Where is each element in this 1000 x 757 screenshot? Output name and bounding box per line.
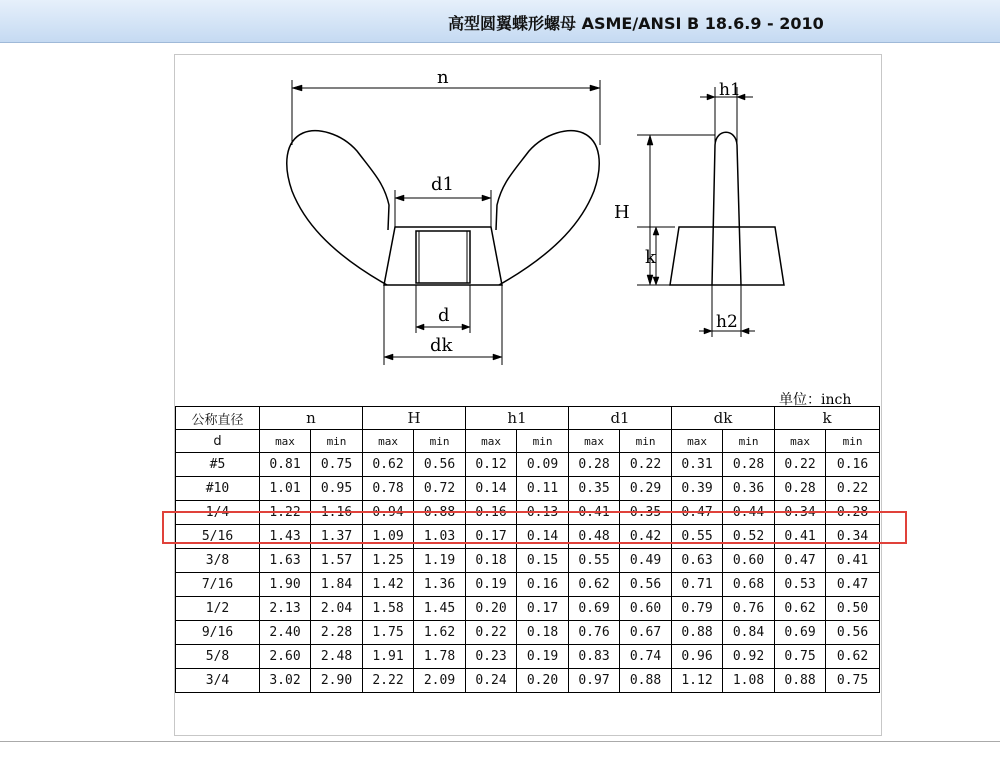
value-cell: 0.84 xyxy=(723,621,775,645)
value-cell: 0.14 xyxy=(466,477,517,501)
value-cell: 0.44 xyxy=(723,501,775,525)
dim-label-h1: h1 xyxy=(719,80,741,100)
value-cell: 2.22 xyxy=(363,669,414,693)
value-cell: 2.09 xyxy=(414,669,466,693)
value-cell: 0.35 xyxy=(620,501,672,525)
value-cell: 1.16 xyxy=(311,501,363,525)
table-row xyxy=(176,597,880,621)
value-cell: 0.19 xyxy=(466,573,517,597)
table-subheader-row xyxy=(176,430,880,453)
value-cell: 0.34 xyxy=(775,501,826,525)
value-cell: 0.22 xyxy=(775,453,826,477)
value-cell: 1.57 xyxy=(311,549,363,573)
value-cell: 0.42 xyxy=(620,525,672,549)
value-cell: 0.88 xyxy=(775,669,826,693)
value-cell: 1.58 xyxy=(363,597,414,621)
unit-label: 单位：inch xyxy=(779,392,852,408)
group-header-n: n xyxy=(260,407,363,430)
group-header-dk: dk xyxy=(672,407,775,430)
value-cell: 0.53 xyxy=(775,573,826,597)
row-highlight-box xyxy=(162,511,907,544)
value-cell: 3.02 xyxy=(260,669,311,693)
subheader-cell: max xyxy=(363,430,414,453)
value-cell: 0.19 xyxy=(517,645,569,669)
value-cell: 0.22 xyxy=(826,477,880,501)
value-cell: 1.08 xyxy=(723,669,775,693)
value-cell: 0.39 xyxy=(672,477,723,501)
value-cell: 0.16 xyxy=(466,501,517,525)
value-cell: 1.36 xyxy=(414,573,466,597)
value-cell: 1.78 xyxy=(414,645,466,669)
table-row xyxy=(176,453,880,477)
table-row xyxy=(176,549,880,573)
value-cell: 0.16 xyxy=(826,453,880,477)
size-cell: 7/16 xyxy=(176,573,260,597)
value-cell: 0.18 xyxy=(517,621,569,645)
value-cell: 0.63 xyxy=(672,549,723,573)
table-row xyxy=(176,669,880,693)
size-cell: 1/2 xyxy=(176,597,260,621)
value-cell: 0.60 xyxy=(723,549,775,573)
footer-divider xyxy=(0,741,1000,742)
value-cell: 0.56 xyxy=(620,573,672,597)
table-header-row xyxy=(176,407,880,430)
value-cell: 0.28 xyxy=(775,477,826,501)
dimension-table xyxy=(175,406,880,693)
value-cell: 2.40 xyxy=(260,621,311,645)
value-cell: 0.41 xyxy=(826,549,880,573)
value-cell: 2.48 xyxy=(311,645,363,669)
dim-label-d: d xyxy=(438,305,450,326)
value-cell: 2.04 xyxy=(311,597,363,621)
value-cell: 0.95 xyxy=(311,477,363,501)
value-cell: 1.63 xyxy=(260,549,311,573)
value-cell: 0.52 xyxy=(723,525,775,549)
value-cell: 0.29 xyxy=(620,477,672,501)
group-header-k: k xyxy=(775,407,880,430)
spec-sheet xyxy=(174,54,882,736)
value-cell: 0.62 xyxy=(775,597,826,621)
value-cell: 2.28 xyxy=(311,621,363,645)
value-cell: 1.62 xyxy=(414,621,466,645)
value-cell: 0.88 xyxy=(620,669,672,693)
value-cell: 0.49 xyxy=(620,549,672,573)
value-cell: 0.31 xyxy=(672,453,723,477)
value-cell: 1.75 xyxy=(363,621,414,645)
value-cell: 0.24 xyxy=(466,669,517,693)
value-cell: 1.19 xyxy=(414,549,466,573)
value-cell: 0.18 xyxy=(466,549,517,573)
value-cell: 1.42 xyxy=(363,573,414,597)
dim-label-dk: dk xyxy=(430,335,453,356)
subheader-cell: max xyxy=(672,430,723,453)
corner-header-top: 公称直径 xyxy=(176,407,260,430)
value-cell: 0.78 xyxy=(363,477,414,501)
value-cell: 0.22 xyxy=(466,621,517,645)
value-cell: 0.97 xyxy=(569,669,620,693)
subheader-cell: min xyxy=(311,430,363,453)
value-cell: 0.62 xyxy=(826,645,880,669)
table-row xyxy=(176,621,880,645)
size-cell: 3/8 xyxy=(176,549,260,573)
dim-label-H: H xyxy=(614,202,630,223)
value-cell: 0.55 xyxy=(569,549,620,573)
value-cell: 0.67 xyxy=(620,621,672,645)
size-cell: 9/16 xyxy=(176,621,260,645)
value-cell: 0.12 xyxy=(466,453,517,477)
value-cell: 0.88 xyxy=(414,501,466,525)
size-cell: 5/16 xyxy=(176,525,260,549)
dim-label-k: k xyxy=(645,247,656,268)
subheader-cell: min xyxy=(414,430,466,453)
value-cell: 0.71 xyxy=(672,573,723,597)
value-cell: 0.14 xyxy=(517,525,569,549)
value-cell: 0.47 xyxy=(775,549,826,573)
value-cell: 0.72 xyxy=(414,477,466,501)
value-cell: 0.55 xyxy=(672,525,723,549)
value-cell: 0.79 xyxy=(672,597,723,621)
value-cell: 1.12 xyxy=(672,669,723,693)
size-cell: 5/8 xyxy=(176,645,260,669)
subheader-cell: max xyxy=(569,430,620,453)
value-cell: 0.96 xyxy=(672,645,723,669)
value-cell: 0.13 xyxy=(517,501,569,525)
table-row xyxy=(176,573,880,597)
subheader-cell: min xyxy=(826,430,880,453)
value-cell: 2.60 xyxy=(260,645,311,669)
title-bar xyxy=(0,0,1000,43)
subheader-cell: min xyxy=(723,430,775,453)
value-cell: 0.47 xyxy=(672,501,723,525)
value-cell: 0.35 xyxy=(569,477,620,501)
value-cell: 0.17 xyxy=(466,525,517,549)
value-cell: 0.62 xyxy=(363,453,414,477)
value-cell: 0.56 xyxy=(414,453,466,477)
subheader-cell: min xyxy=(620,430,672,453)
value-cell: 0.94 xyxy=(363,501,414,525)
value-cell: 0.76 xyxy=(569,621,620,645)
value-cell: 0.22 xyxy=(620,453,672,477)
value-cell: 0.75 xyxy=(826,669,880,693)
value-cell: 0.20 xyxy=(466,597,517,621)
size-cell: 3/4 xyxy=(176,669,260,693)
value-cell: 1.09 xyxy=(363,525,414,549)
value-cell: 0.28 xyxy=(723,453,775,477)
value-cell: 1.91 xyxy=(363,645,414,669)
value-cell: 0.68 xyxy=(723,573,775,597)
value-cell: 1.45 xyxy=(414,597,466,621)
value-cell: 0.69 xyxy=(569,597,620,621)
size-cell: #10 xyxy=(176,477,260,501)
value-cell: 1.90 xyxy=(260,573,311,597)
group-header-h1: h1 xyxy=(466,407,569,430)
value-cell: 0.34 xyxy=(826,525,880,549)
value-cell: 0.83 xyxy=(569,645,620,669)
value-cell: 0.75 xyxy=(775,645,826,669)
dim-label-h2: h2 xyxy=(716,312,738,332)
corner-header-bottom: d xyxy=(176,430,260,453)
value-cell: 0.28 xyxy=(826,501,880,525)
table-row xyxy=(176,477,880,501)
value-cell: 0.48 xyxy=(569,525,620,549)
value-cell: 0.23 xyxy=(466,645,517,669)
value-cell: 0.75 xyxy=(311,453,363,477)
value-cell: 0.76 xyxy=(723,597,775,621)
subheader-cell: max xyxy=(466,430,517,453)
value-cell: 0.60 xyxy=(620,597,672,621)
value-cell: 0.15 xyxy=(517,549,569,573)
value-cell: 0.62 xyxy=(569,573,620,597)
value-cell: 0.20 xyxy=(517,669,569,693)
value-cell: 1.01 xyxy=(260,477,311,501)
wing-nut-drawing xyxy=(175,55,881,410)
value-cell: 0.16 xyxy=(517,573,569,597)
dim-label-n: n xyxy=(437,67,449,88)
value-cell: 0.69 xyxy=(775,621,826,645)
value-cell: 0.09 xyxy=(517,453,569,477)
value-cell: 0.92 xyxy=(723,645,775,669)
size-cell: #5 xyxy=(176,453,260,477)
size-cell: 1/4 xyxy=(176,501,260,525)
value-cell: 0.28 xyxy=(569,453,620,477)
value-cell: 2.90 xyxy=(311,669,363,693)
value-cell: 2.13 xyxy=(260,597,311,621)
value-cell: 0.56 xyxy=(826,621,880,645)
value-cell: 0.81 xyxy=(260,453,311,477)
value-cell: 0.41 xyxy=(775,525,826,549)
value-cell: 0.74 xyxy=(620,645,672,669)
value-cell: 1.43 xyxy=(260,525,311,549)
dim-label-d1: d1 xyxy=(431,174,454,195)
value-cell: 0.47 xyxy=(826,573,880,597)
value-cell: 1.25 xyxy=(363,549,414,573)
subheader-cell: max xyxy=(260,430,311,453)
subheader-cell: min xyxy=(517,430,569,453)
group-header-d1: d1 xyxy=(569,407,672,430)
subheader-cell: max xyxy=(775,430,826,453)
group-header-H: H xyxy=(363,407,466,430)
value-cell: 1.03 xyxy=(414,525,466,549)
value-cell: 1.37 xyxy=(311,525,363,549)
table-row xyxy=(176,645,880,669)
value-cell: 0.11 xyxy=(517,477,569,501)
value-cell: 0.17 xyxy=(517,597,569,621)
value-cell: 0.36 xyxy=(723,477,775,501)
value-cell: 0.41 xyxy=(569,501,620,525)
value-cell: 0.50 xyxy=(826,597,880,621)
page-title: 高型圆翼蝶形螺母 ASME/ANSI B 18.6.9 - 2010 xyxy=(448,14,824,33)
value-cell: 1.84 xyxy=(311,573,363,597)
value-cell: 0.88 xyxy=(672,621,723,645)
value-cell: 1.22 xyxy=(260,501,311,525)
